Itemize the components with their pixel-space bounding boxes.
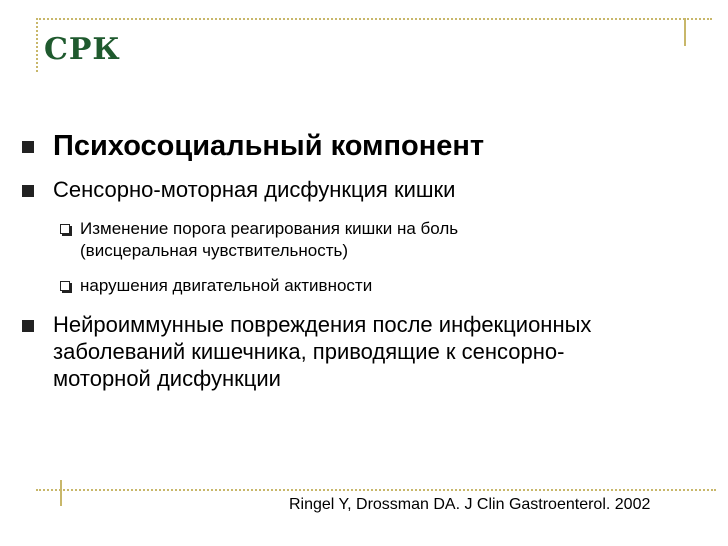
- frame-bottom-divider: [36, 489, 716, 491]
- sub-bullet-text: нарушения двигательной активности: [80, 276, 373, 295]
- sub-bullet-text: [80, 218, 458, 262]
- bullet-line: моторной дисфункции: [53, 366, 281, 391]
- sub-bullet-line: Изменение порога реагирования кишки на боль: [80, 219, 459, 238]
- bullet-line: Нейроиммунные повреждения после инфекционных: [53, 312, 592, 337]
- filled-square-icon: [22, 141, 34, 153]
- frame-top-divider: [36, 18, 712, 20]
- bullet-text: [53, 311, 591, 392]
- shadowed-box-icon: [60, 224, 70, 234]
- filled-square-icon: [22, 320, 34, 332]
- sub-bullet-item: [60, 218, 620, 262]
- frame-top-tick: [684, 18, 686, 46]
- bullet-item: [22, 129, 712, 163]
- shadowed-box-icon: [60, 281, 70, 291]
- frame-bottom-tick: [60, 480, 62, 506]
- sub-bullet-item: [60, 275, 620, 297]
- bullet-text: Сенсорно-моторная дисфункция кишки: [53, 177, 456, 202]
- bullet-line: заболеваний кишечника, приводящие к сенсорно-: [53, 339, 565, 364]
- slide-title: СРК: [44, 32, 121, 67]
- sub-bullet-line: (висцеральная чувствительность): [80, 241, 349, 260]
- frame-left-divider: [36, 18, 38, 72]
- filled-square-icon: [22, 185, 34, 197]
- bullet-text: Психосоциальный компонент: [53, 130, 485, 162]
- bullet-item: [22, 176, 712, 203]
- bullet-item: [22, 311, 712, 392]
- citation: Ringel Y, Drossman DA. J Clin Gastroenterol. 2002: [289, 496, 651, 513]
